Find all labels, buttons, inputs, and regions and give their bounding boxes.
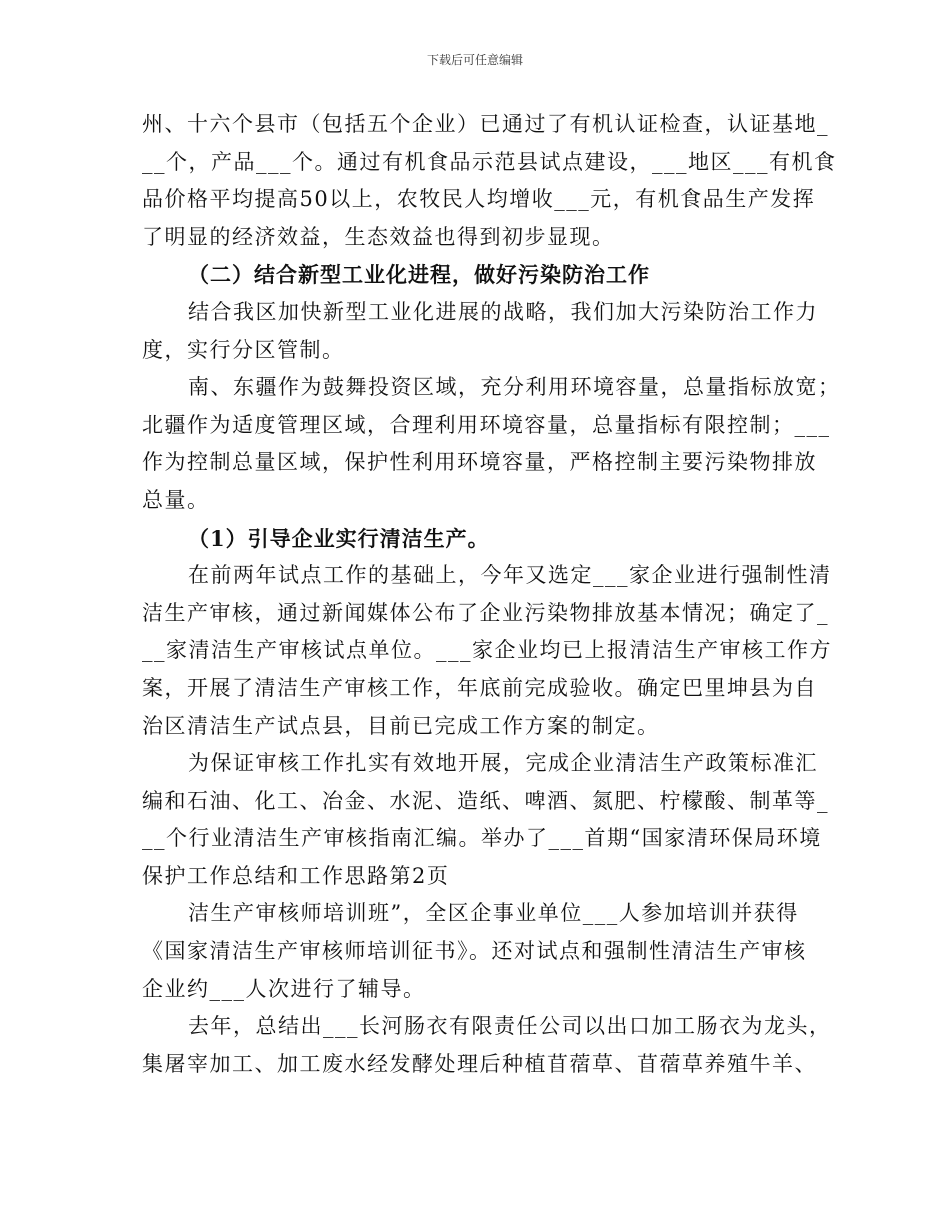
paragraph-line: 洁生产审核，通过新闻媒体公布了企业污染物排放基本情况；确定了_ (142, 600, 829, 625)
paragraph-line: 洁生产审核师培训班”，全区企事业单位___人参加培训并获得 (188, 901, 799, 926)
paragraph-line: 南、东疆作为鼓舞投资区域，充分利用环境容量，总量指标放宽； (188, 375, 841, 400)
section-heading: （二）结合新型工业化进程，做好污染防治工作 (188, 262, 650, 288)
paragraph-line: 为保证审核工作扎实有效地开展，完成企业清洁生产政策标准汇 (188, 751, 818, 776)
paragraph-line: __个，产品___个。通过有机食品示范县试点建设，___地区___有机食 (142, 149, 837, 174)
paragraph-line: 州、十六个县市（包括五个企业）已通过了有机认证检查，认证基地_ (142, 112, 829, 136)
paragraph-line: 集屠宰加工、加工废水经发酵处理后种植苜蓿草、苜蓿草养殖牛羊、 (142, 1051, 817, 1076)
paragraph-line: 案，开展了清洁生产审核工作，年底前完成验收。确定巴里坤县为自 (142, 675, 817, 700)
paragraph-line: 企业约___人次进行了辅导。 (142, 976, 426, 1001)
paragraph-line: 在前两年试点工作的基础上，今年又选定___家企业进行强制性清 (188, 563, 832, 588)
paragraph-line: 去年，总结出___长河肠衣有限责任公司以出口加工肠衣为龙头， (188, 1014, 832, 1039)
paragraph-line: 品价格平均提高50以上，农牧民人均增收___元，有机食品生产发挥 (142, 187, 816, 212)
paragraph-line: 总量。 (142, 487, 210, 512)
paragraph-line: 了明显的经济效益，生态效益也得到初步显现。 (142, 224, 615, 249)
subsection-heading: （1）引导企业实行清洁生产。 (188, 525, 490, 551)
document-body (142, 106, 841, 1083)
paragraph-line: 《国家清洁生产审核师培训征书》。还对试点和强制性清洁生产审核 (142, 939, 807, 964)
paragraph-line: 治区清洁生产试点县，目前已完成工作方案的制定。 (142, 713, 660, 738)
paragraph-line: 作为控制总量区域，保护性利用环境容量，严格控制主要污染物排放 (142, 450, 817, 475)
paragraph-line: 度，实行分区管制。 (142, 337, 345, 362)
paragraph-line: __个行业清洁生产审核指南汇编。举办了___首期“国家清环保局环境 (142, 826, 822, 851)
paragraph-line: 保护工作总结和工作思路第2页 (142, 863, 450, 888)
paragraph-line: 北疆作为适度管理区域，合理利用环境容量，总量指标有限控制；___ (142, 412, 831, 437)
page-header: 下载后可任意编辑 (426, 53, 523, 67)
paragraph-line: 结合我区加快新型工业化进展的战略，我们加大污染防治工作力 (188, 299, 818, 324)
paragraph-line: __家清洁生产审核试点单位。___家企业均已上报清洁生产审核工作方 (142, 638, 832, 663)
paragraph-line: 编和石油、化工、冶金、水泥、造纸、啤酒、氮肥、柠檬酸、制革等_ (142, 788, 829, 813)
